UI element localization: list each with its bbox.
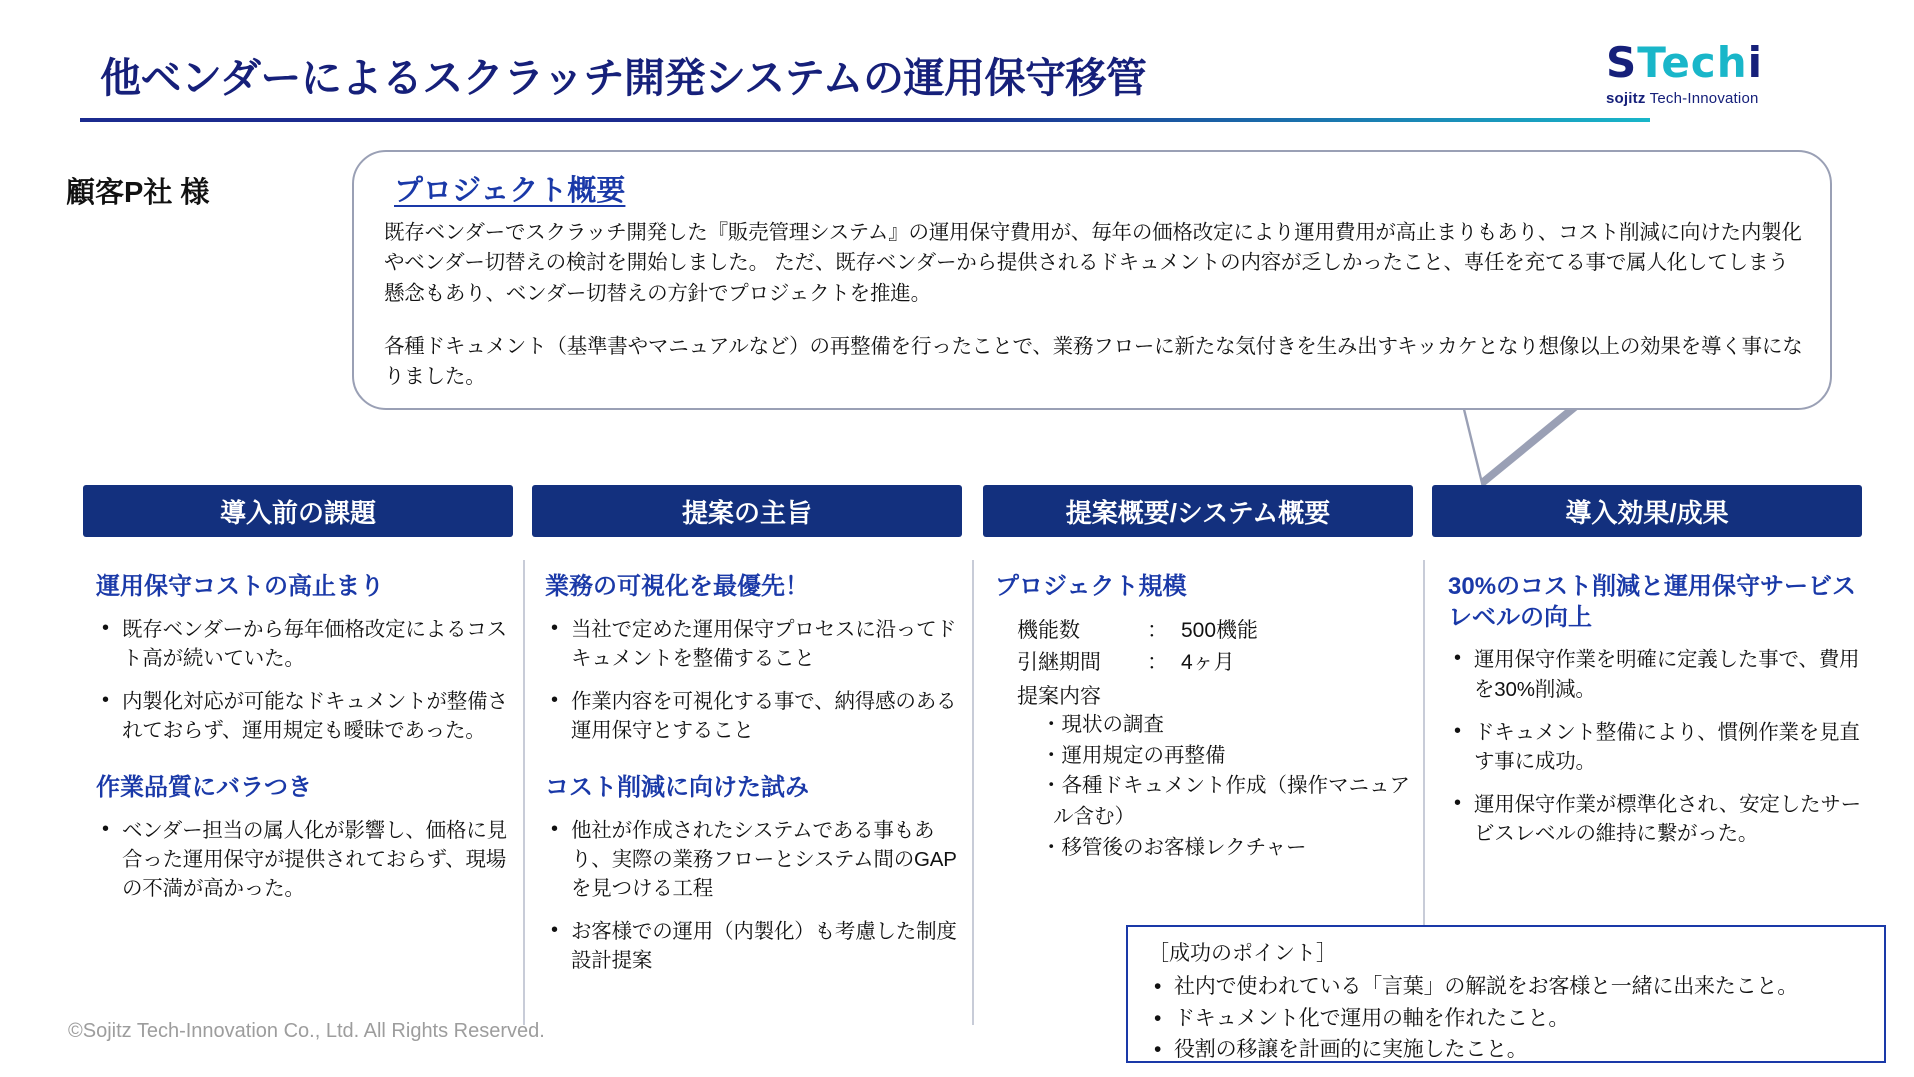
spec-row [1017, 647, 1415, 680]
column-body-system-overview [995, 572, 1415, 864]
spec-value: 500機能 [1181, 618, 1259, 642]
customer-label: 顧客P社 様 [66, 177, 210, 209]
bullet-list-quality-variance [96, 816, 516, 903]
page-title: 他ベンダーによるスクラッチ開発システムの運用保守移管 [100, 55, 1147, 101]
subhead-cost-increase: 運用保守コストの高止まり [96, 573, 384, 600]
subhead-cost-savings: 30%のコスト削減と運用保守サービスレベルの向上 [1448, 573, 1857, 631]
proposal-content-label: 提案内容 [1017, 684, 1101, 708]
list-item: • ドキュメント化で運用の軸を作れたこと。 [1148, 1003, 1868, 1035]
overview-paragraph-2: 各種ドキュメント（基準書やマニュアルなど）の再整備を行ったことで、業務フローに新たな気付きを生み出すキッカケとなり想像以上の効果を導く事になりました。 [384, 335, 1803, 389]
copyright-footer: ©Sojitz Tech-Innovation Co., Ltd. All Rights Reserved. [68, 1020, 545, 1042]
spec-separator: ： [1147, 651, 1168, 675]
column-body-challenges [96, 572, 516, 917]
company-logo [1606, 38, 1836, 107]
column-header-challenges: 導入前の課題 [83, 485, 513, 537]
spec-row [1017, 615, 1415, 648]
list-item: • 役割の移譲を計画的に実施したこと。 [1148, 1034, 1868, 1066]
column-header-results: 導入効果/成果 [1432, 485, 1862, 537]
spec-table [1017, 615, 1415, 680]
list-item: • 既存ベンダーから毎年価格改定によるコスト高が続いていた。 [96, 615, 516, 673]
project-overview-callout [352, 150, 1832, 410]
success-points-box [1126, 925, 1886, 1063]
success-points-list [1148, 971, 1868, 1066]
bullet-list-cost-reduction [545, 816, 965, 976]
success-points-title: ［成功のポイント］ [1148, 942, 1337, 965]
subhead-quality-variance: 作業品質にバラつき [96, 774, 312, 802]
spec-key: 引継期間 [1017, 651, 1101, 675]
subhead-cost-reduction: コスト削減に向けた試み [545, 774, 809, 802]
logo-letter-s: S [1606, 38, 1638, 87]
list-item: • ドキュメント整備により、慣例作業を見直す事に成功。 [1448, 718, 1878, 776]
spec-separator: ： [1147, 618, 1168, 642]
list-item: ・現状の調査 [1041, 712, 1164, 736]
column-divider-1 [523, 560, 525, 1025]
list-item: ・運用規定の再整備 [1041, 743, 1226, 767]
overview-title: プロジェクト概要 [394, 175, 626, 207]
list-item: • 作業内容を可視化する事で、納得感のある運用保守とすること [545, 687, 965, 745]
logo-tagline-bold: sojitz [1606, 90, 1646, 107]
logo-tagline-rest: Tech-Innovation [1645, 90, 1759, 107]
list-item: • 当社で定めた運用保守プロセスに沿ってドキュメントを整備すること [545, 615, 965, 673]
list-item: ・移管後のお客様レクチャー [1041, 835, 1307, 859]
proposal-content-list [1041, 710, 1415, 864]
column-divider-2 [972, 560, 974, 1025]
column-body-proposal-intent [545, 572, 965, 989]
column-header-proposal-intent: 提案の主旨 [532, 485, 962, 537]
bullet-list-results [1448, 645, 1878, 848]
logo-wordmark [1606, 38, 1836, 87]
bullet-list-cost-increase [96, 615, 516, 745]
list-item: • 運用保守作業が標準化され、安定したサービスレベルの維持に繋がった。 [1448, 790, 1878, 848]
logo-tagline [1606, 90, 1836, 107]
logo-text-tech: Tech [1637, 38, 1748, 87]
subhead-project-scale: プロジェクト規模 [995, 573, 1187, 600]
list-item: • ベンダー担当の属人化が影響し、価格に見合った運用保守が提供されておらず、現場の不満が高かった。 [96, 816, 516, 903]
spec-value: 4ヶ月 [1181, 651, 1235, 675]
overview-paragraph-1: 既存ベンダーでスクラッチ開発した『販売管理システム』の運用保守費用が、毎年の価格改定により運用費用が高止まりもあり、コスト削減に向けた内製化やベンダー切替えの検討を開始しました。 ただ、既存ベンダーから提供されるドキュメントの内容が乏しかったこと、専任を充てる事で属人化してしまう懸念もあり、ベンダー切替えの方針でプロジェクトを推進。 [384, 221, 1802, 305]
list-item: ・各種ドキュメント作成（操作マニュアル含む） [1041, 774, 1410, 829]
column-divider-3 [1423, 560, 1425, 925]
list-item: • 運用保守作業を明確に定義した事で、費用を30%削減。 [1448, 645, 1878, 703]
title-underline-rule [80, 118, 1650, 122]
column-body-results [1448, 572, 1878, 862]
list-item: • 内製化対応が可能なドキュメントが整備されておらず、運用規定も曖昧であった。 [96, 687, 516, 745]
subhead-visualization: 業務の可視化を最優先！ [545, 573, 809, 600]
column-header-system-overview: 提案概要/システム概要 [983, 485, 1413, 537]
bullet-list-visualization [545, 615, 965, 745]
list-item: • 社内で使われている「言葉」の解説をお客様と一緒に出来たこと。 [1148, 971, 1868, 1003]
list-item: • お客様での運用（内製化）も考慮した制度設計提案 [545, 917, 965, 975]
list-item: • 他社が作成されたシステムである事もあり、実際の業務フローとシステム間のGAPを見つける工程 [545, 816, 965, 903]
spec-key: 機能数 [1017, 618, 1080, 642]
logo-letter-i: i [1747, 38, 1764, 87]
